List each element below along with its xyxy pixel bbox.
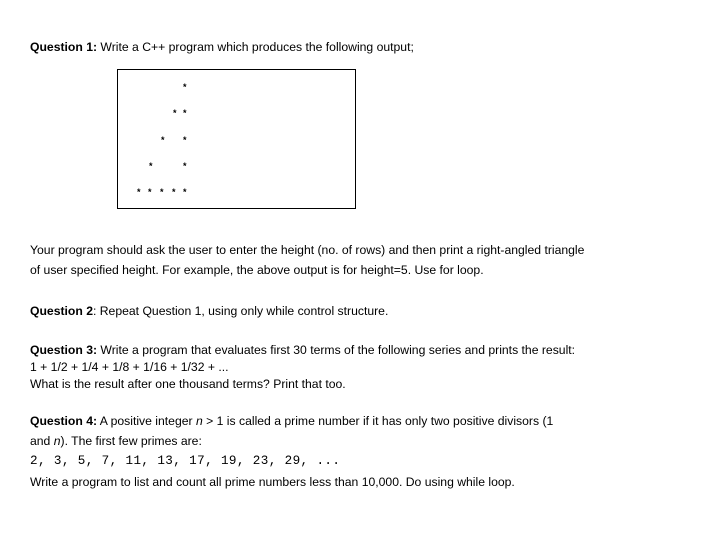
question-4-line-2-n: n (53, 434, 61, 448)
question-2-label: Question 2 (30, 304, 93, 318)
question-4-line-2-b: ). The first few primes are: (60, 434, 202, 448)
question-4-line-2 (30, 433, 202, 449)
question-4-label: Question 4 (30, 414, 93, 428)
question-4-var-n: n (195, 414, 203, 428)
question-4-text-a: A positive integer (97, 414, 196, 428)
output-star: * (172, 187, 176, 197)
question-3-colon: : (92, 343, 98, 357)
output-star: * (148, 187, 152, 197)
question-2-heading (30, 303, 388, 319)
question-4-task: Write a program to list and count all prime numbers less than 10,000. Do using while loop. (30, 475, 515, 489)
output-star: * (137, 187, 141, 197)
question-4-line-2-a: and (30, 434, 54, 448)
output-star: * (161, 135, 165, 145)
question-1-label: Question 1 (30, 40, 93, 54)
question-4-colon: : (92, 414, 98, 428)
question-3-series: 1 + 1/2 + 1/4 + 1/8 + 1/16 + 1/32 + ... (30, 360, 229, 374)
question-4-primes-list: 2, 3, 5, 7, 11, 13, 17, 19, 23, 29, ... (30, 454, 341, 468)
question-1-text: Write a C++ program which produces the following output; (97, 40, 414, 54)
question-4-text-b: > 1 is called a prime number if it has only two positive divisors (1 (202, 414, 554, 428)
output-star: * (183, 108, 187, 118)
output-star: * (160, 187, 164, 197)
question-1-heading (30, 39, 414, 55)
question-3-label: Question 3 (30, 343, 93, 357)
output-star: * (173, 108, 177, 118)
output-star: * (183, 135, 187, 145)
output-star: * (183, 187, 187, 197)
output-star: * (183, 82, 187, 92)
question-1-colon: : (92, 40, 98, 54)
sample-output-box (117, 69, 356, 209)
question-2-text: : Repeat Question 1, using only while control structure. (92, 304, 389, 318)
question-3-heading (30, 342, 575, 358)
question-3-text: Write a program that evaluates first 30 terms of the following series and prints the result: (97, 343, 576, 357)
output-star: * (183, 161, 187, 171)
question-1-description-line-1: Your program should ask the user to enter the height (no. of rows) and then print a right-angled triangle (30, 243, 585, 257)
question-1-description-line-2: of user specified height. For example, the above output is for height=5. Use for loop. (30, 263, 484, 277)
question-4-heading (30, 413, 553, 429)
output-star: * (149, 161, 153, 171)
question-3-followup: What is the result after one thousand terms? Print that too. (30, 377, 346, 391)
